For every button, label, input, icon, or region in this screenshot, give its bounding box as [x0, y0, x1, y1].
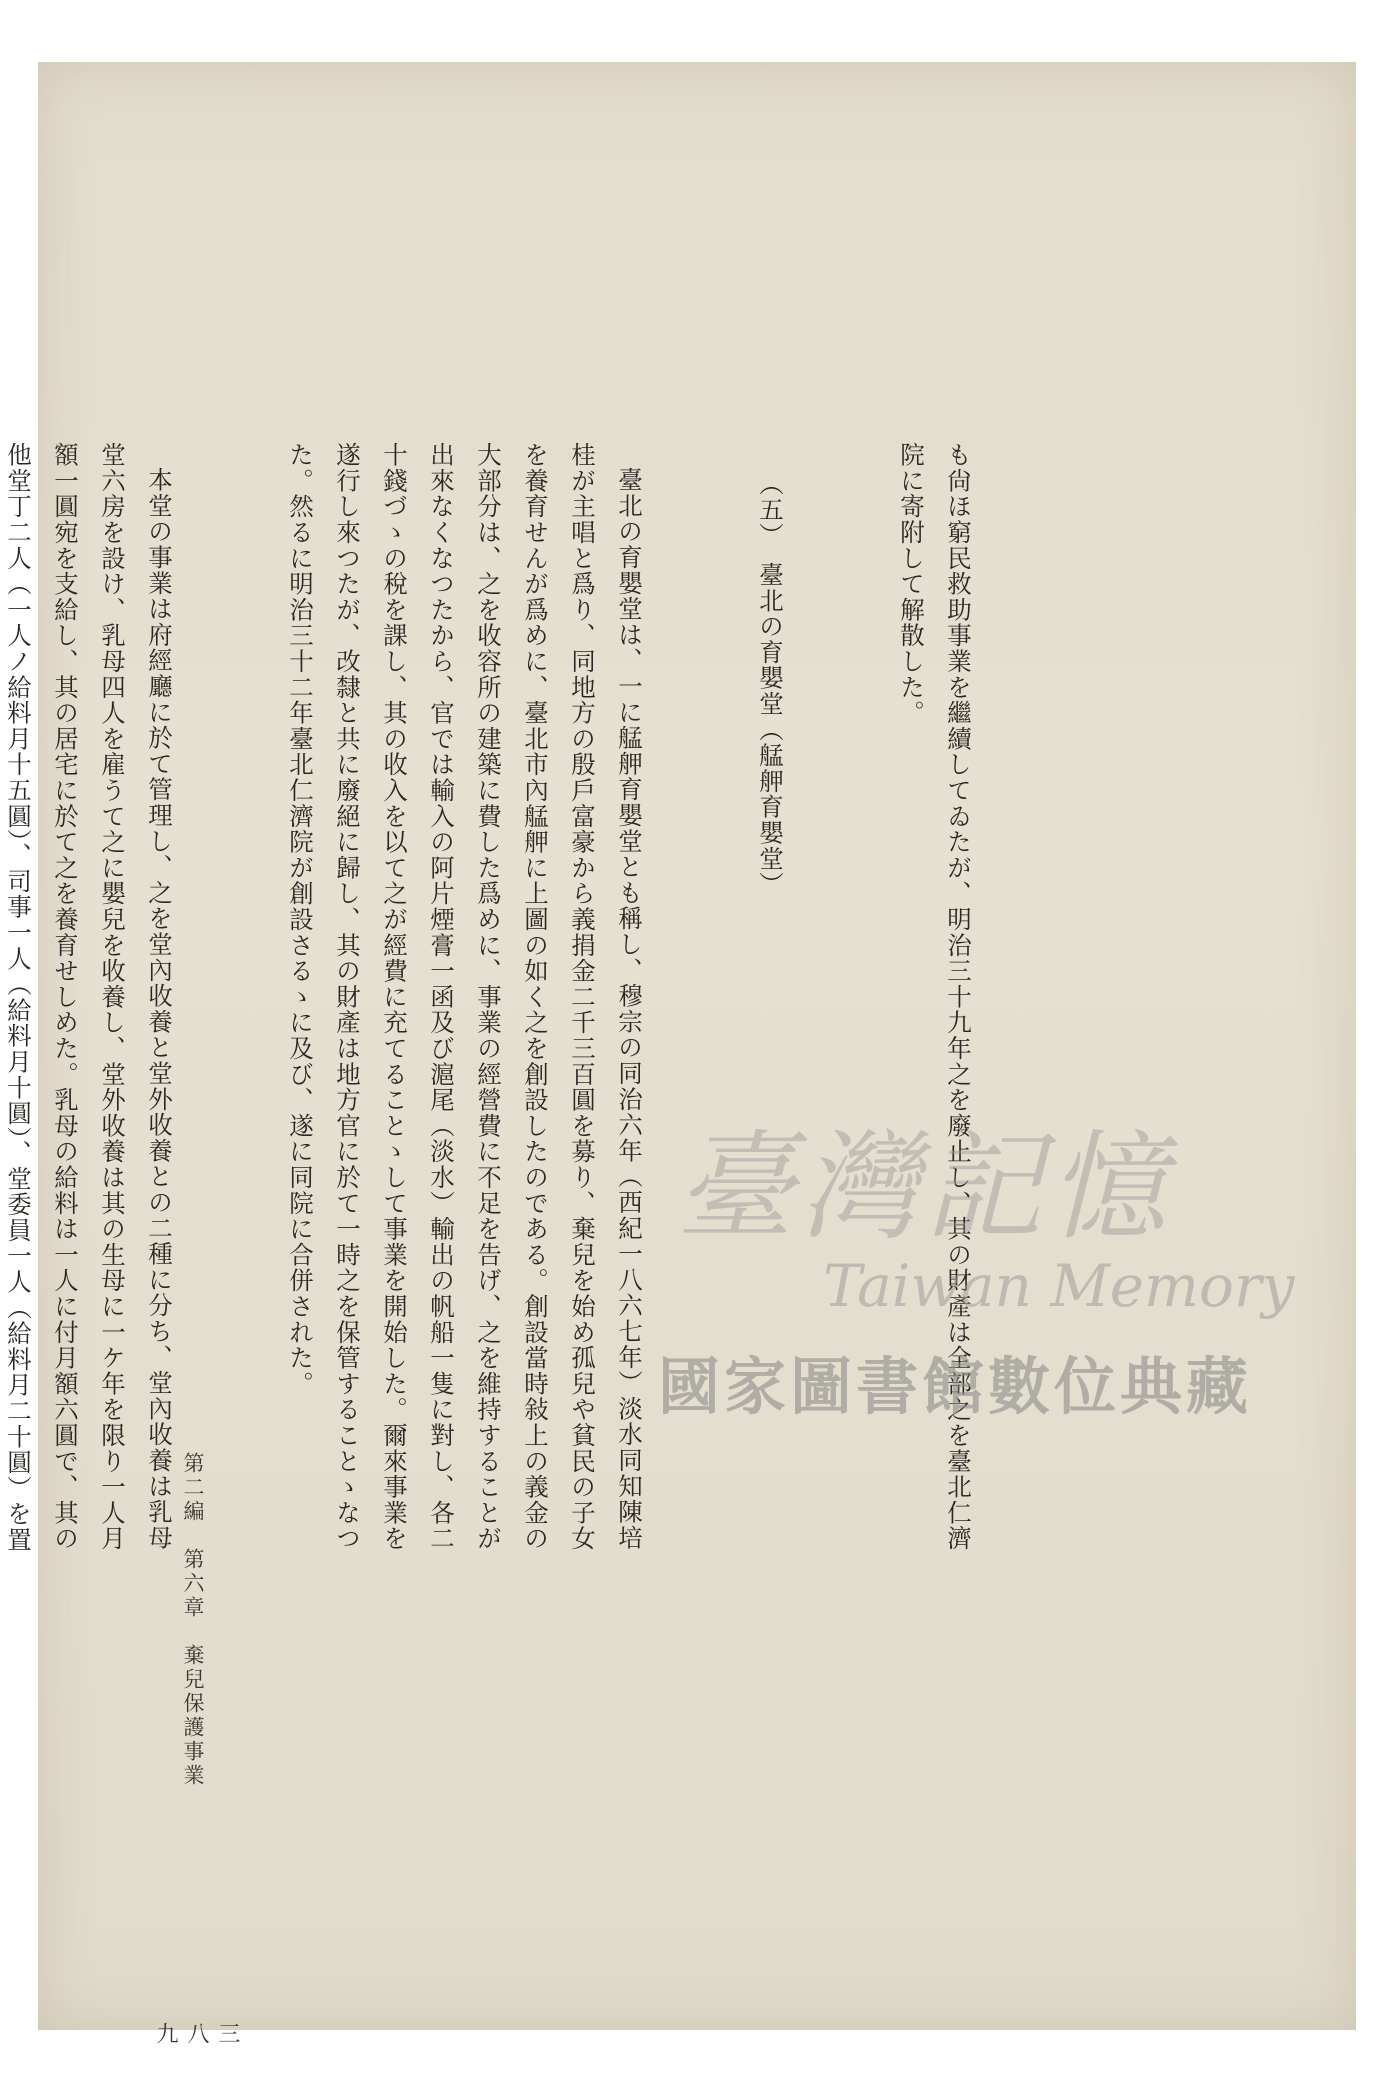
watermark-institution-text: 國家圖書館數位典藏	[658, 1350, 1253, 1423]
book-page	[4, 62, 1356, 2047]
paragraph-continuation: も尙ほ窮民救助事業を繼續してゐたが、明治三十九年之を廢止し、其の財產は全部之を臺北仁濟院に寄附して解散した。	[897, 442, 973, 1552]
body-text-column-block	[0, 442, 1076, 1572]
paragraph-orphanage-operations: 本堂の事業は府經廳に於て管理し、之を堂內收養と堂外收養との二種に分ち、堂內收養は乳母堂六房を設け、乳母四人を雇うて之に嬰兒を收養し、堂外收養は其の生母に一ケ年を限り一人月額一圓宛を支給し、其の居宅に於て之を養育せしめた。乳母の給料は一人に付月額六圓で、其の他堂丁二人（一人ノ給料月十五圓）、司事一人（給料月十圓）、堂委員一人（給料月二十圓）を置	[4, 442, 174, 1553]
watermark-script-text: 臺灣記憶	[676, 1118, 1173, 1256]
watermark-latin-text: Taiwan Memory	[823, 1252, 1295, 1320]
section-heading-taipei-orphanage: （五） 臺北の育嬰堂（艋舺育嬰堂）	[756, 471, 785, 898]
paragraph-taipei-orphanage-history: 臺北の育嬰堂は、一に艋舺育嬰堂とも稱し、穆宗の同治六年（西紀一八六七年）淡水同知陳培桂が主唱と爲り、同地方の殷戶富豪から義捐金二千三百圓を募り、棄兒を始め孤兒や貧民の子女を養育せんが爲めに、臺北市內艋舺に上圖の如く之を創設したのである。創設當時敍上の義金の大部分は、之を收容所の建築に費した爲めに、事業の經營費に不足を告げ、之を維持することが出來なくなつたから、官では輸入の阿片煙膏一函及び滬尾（淡水）輸出の帆船一隻に對し、各二十錢づゝの稅を課し、其の收入を以て之が經費に充てることゝして事業を開始した。爾來事業を遂行し來つたが、改隸と共に廢絕に歸し、其の財產は地方官に於て一時之を保管することゝなつた。然るに明治三十二年臺北仁濟院が創設さるゝに及び、遂に同院に合併された。	[286, 442, 644, 1552]
page-number: 三八九	[153, 2022, 240, 2047]
running-head: 第二編 第六章 棄兒保護事業	[181, 1452, 205, 1788]
